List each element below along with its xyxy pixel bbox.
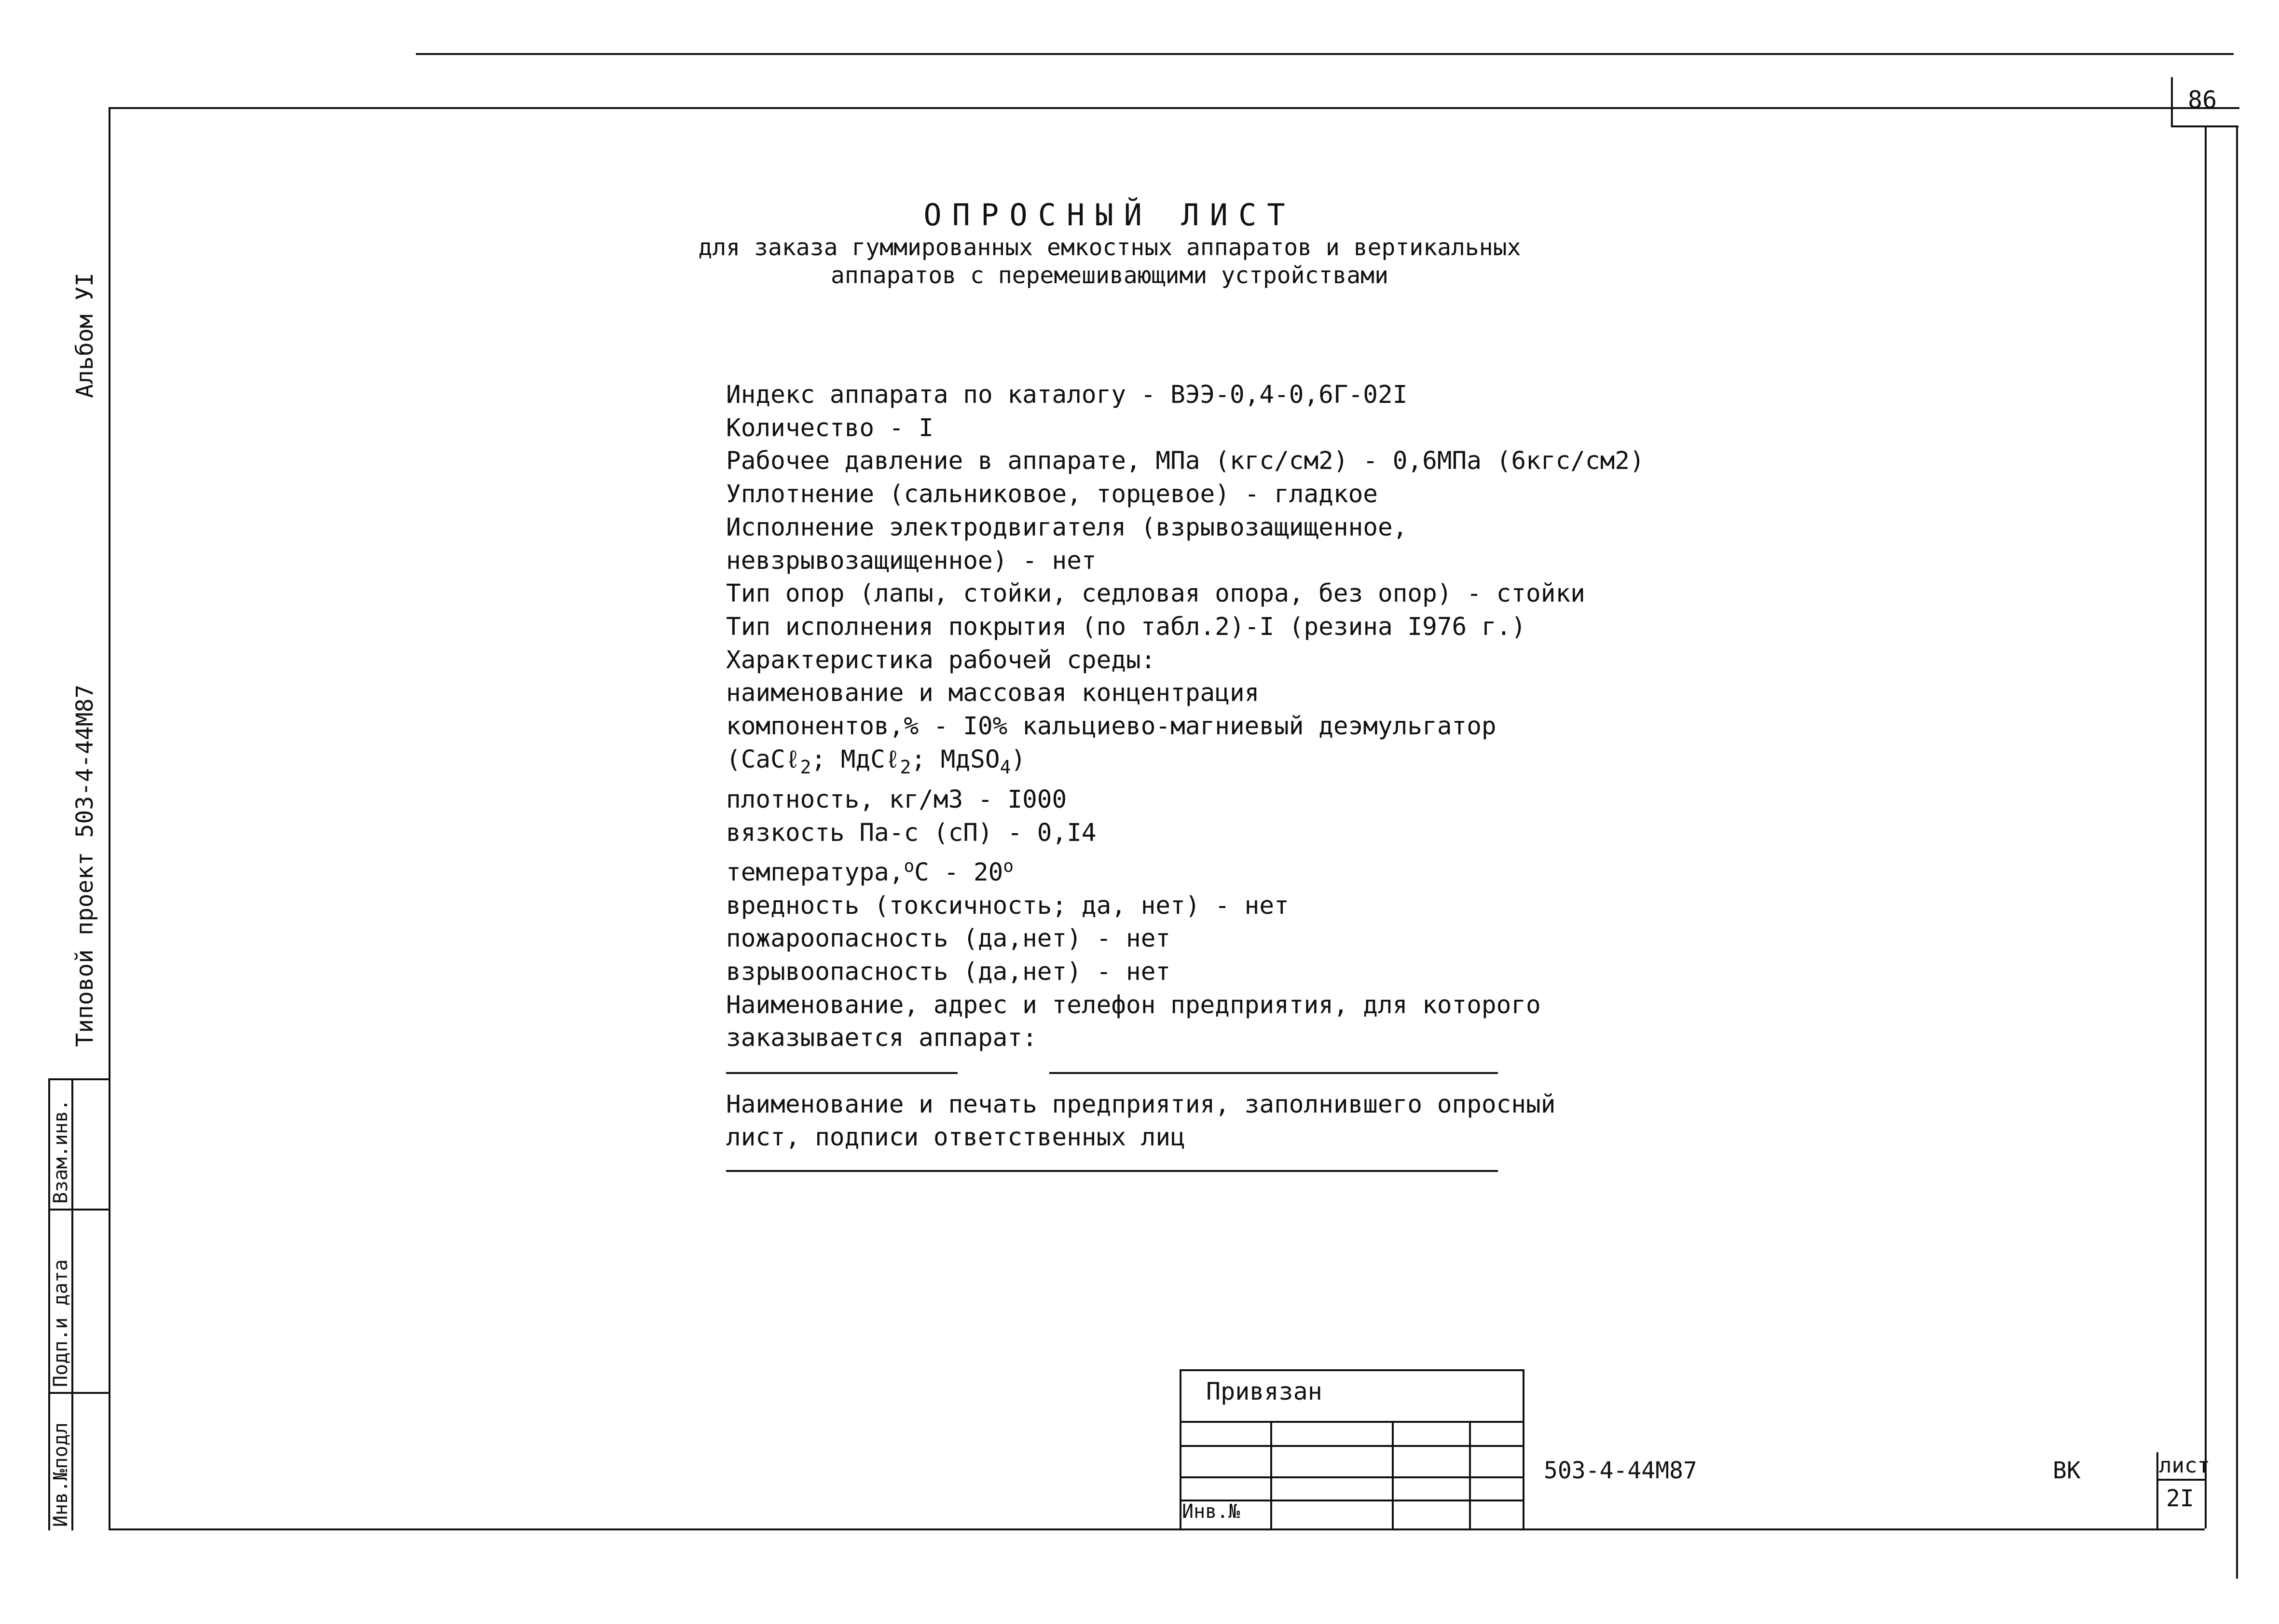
- binding-strip-top: [48, 1078, 110, 1080]
- toxicity: вредность (токсичность; да, нет) - нет: [726, 891, 1289, 920]
- sheet-label: лист: [2159, 1453, 2210, 1478]
- stamp-attached-label: Привязан: [1206, 1377, 1322, 1405]
- temperature-value: С - 20: [914, 858, 1003, 887]
- page-number-box-left: [2171, 77, 2173, 126]
- working-pressure: Рабочее давление в аппарате, МПа (кгс/см2) - 0,6МПа (6кгс/см2): [726, 447, 1645, 476]
- filler-info-line-1: Наименование и печать предприятия, заполнившего опросный: [726, 1090, 1556, 1119]
- sheet-box-divider: [2156, 1479, 2205, 1481]
- binding-strip-divider-1: [48, 1209, 110, 1211]
- filler-info-line-2: лист, подписи ответственных лиц: [726, 1123, 1185, 1152]
- formula-subscript-1: 2: [800, 756, 811, 778]
- stamp-inventory-label: Инв.№: [1182, 1500, 1240, 1523]
- formula-subscript-3: 4: [1000, 756, 1011, 778]
- document-subtitle-line-2: аппаратов с перемешивающими устройствами: [831, 262, 1388, 289]
- degree-sign-2: о: [1003, 856, 1014, 876]
- temperature-label: температура,: [726, 858, 904, 887]
- components: компонентов,% - I0% кальциево-магниевый деэмульгатор: [726, 712, 1496, 741]
- support-type: Тип опор (лапы, стойки, седловая опора, без опор) - стойки: [726, 579, 1585, 608]
- sheet-number: 2I: [2166, 1485, 2194, 1512]
- formula-part-1: (СаС: [726, 745, 785, 774]
- stamp-top-border: [1180, 1369, 1524, 1371]
- replacement-inventory-label: Взам.инв.: [50, 1099, 72, 1204]
- enterprise-blank-line-1: [726, 1072, 958, 1074]
- frame-right-border: [2205, 126, 2207, 1528]
- page-number-box-bottom: [2171, 125, 2238, 127]
- project-label: Типовой проект 503-4-44М87: [71, 684, 98, 1047]
- stamp-column-line-3: [1469, 1421, 1471, 1529]
- enterprise-info-line-2: заказывается аппарат:: [726, 1024, 1037, 1053]
- questionnaire-body: [726, 379, 1645, 1155]
- coating-type: Тип исполнения покрытия (по табл.2)-I (резина I976 г.): [726, 612, 1526, 641]
- medium-characteristics-header: Характеристика рабочей среды:: [726, 646, 1156, 674]
- stamp-left-border: [1180, 1369, 1181, 1529]
- temperature: [726, 850, 1619, 890]
- stamp-column-line-1: [1270, 1421, 1272, 1529]
- formula-close: ): [1011, 745, 1026, 774]
- quantity: Количество - I: [726, 413, 934, 442]
- document-code: 503-4-44М87: [1544, 1457, 1697, 1484]
- binding-strip-divider-2: [48, 1392, 110, 1394]
- stamp-row-line-3: [1180, 1476, 1524, 1478]
- top-edge-line: [416, 53, 2234, 55]
- sealing-type: Уплотнение (сальниковое, торцевое) - гладкое: [726, 480, 1378, 509]
- density: плотность, кг/м3 - I000: [726, 785, 1067, 814]
- signature-date-label: Подп.и дата: [50, 1259, 72, 1387]
- document-title: ОПРОСНЫЙ ЛИСТ: [923, 197, 1296, 233]
- enterprise-blank-line-2: [1049, 1072, 1498, 1074]
- formula-ell-1: ℓ: [785, 745, 800, 774]
- apparatus-index: Индекс аппарата по каталогу - ВЭЭ-0,4-0,6Г-02I: [726, 381, 1408, 409]
- motor-execution-line-2: невзрывозащищенное) - нет: [726, 546, 1097, 575]
- original-inventory-label: Инв.№подл: [50, 1422, 72, 1527]
- title-block: [627, 199, 1592, 288]
- fire-hazard: пожароопасность (да,нет) - нет: [726, 924, 1171, 953]
- frame-left-border: [109, 107, 110, 1530]
- stamp-column-line-2: [1392, 1421, 1394, 1529]
- album-label: Альбом УI: [71, 272, 98, 398]
- chemical-formula: [726, 743, 1619, 784]
- motor-execution-line-1: Исполнение электродвигателя (взрывозащищенное,: [726, 513, 1408, 542]
- page-number: 86: [2188, 86, 2217, 114]
- right-margin-line: [2236, 126, 2238, 1579]
- frame-top-border: [109, 107, 2239, 109]
- enterprise-info-line-1: Наименование, адрес и телефон предприятия, для которого: [726, 991, 1541, 1019]
- document-subtitle-line-1: для заказа гуммированных емкостных аппаратов и вертикальных: [698, 234, 1521, 261]
- formula-subscript-2: 2: [900, 756, 911, 778]
- viscosity: вязкость Па-с (сП) - 0,I4: [726, 819, 1097, 848]
- explosion-hazard: взрывоопасность (да,нет) - нет: [726, 957, 1171, 986]
- frame-bottom-border: [109, 1528, 2205, 1530]
- stamp-row-line-2: [1180, 1445, 1524, 1447]
- stamp-row-line-1: [1180, 1421, 1524, 1423]
- degree-sign-1: о: [904, 856, 915, 876]
- document-mark: ВК: [2053, 1457, 2081, 1484]
- formula-part-3: ; МдЅО: [911, 745, 1000, 774]
- sheet-box-left: [2156, 1452, 2158, 1529]
- formula-ell-2: ℓ: [885, 745, 900, 774]
- signature-blank-line: [726, 1170, 1498, 1172]
- stamp-right-border: [1523, 1369, 1524, 1529]
- name-and-concentration: наименование и массовая концентрация: [726, 679, 1260, 708]
- formula-part-2: ; МдС: [811, 745, 885, 774]
